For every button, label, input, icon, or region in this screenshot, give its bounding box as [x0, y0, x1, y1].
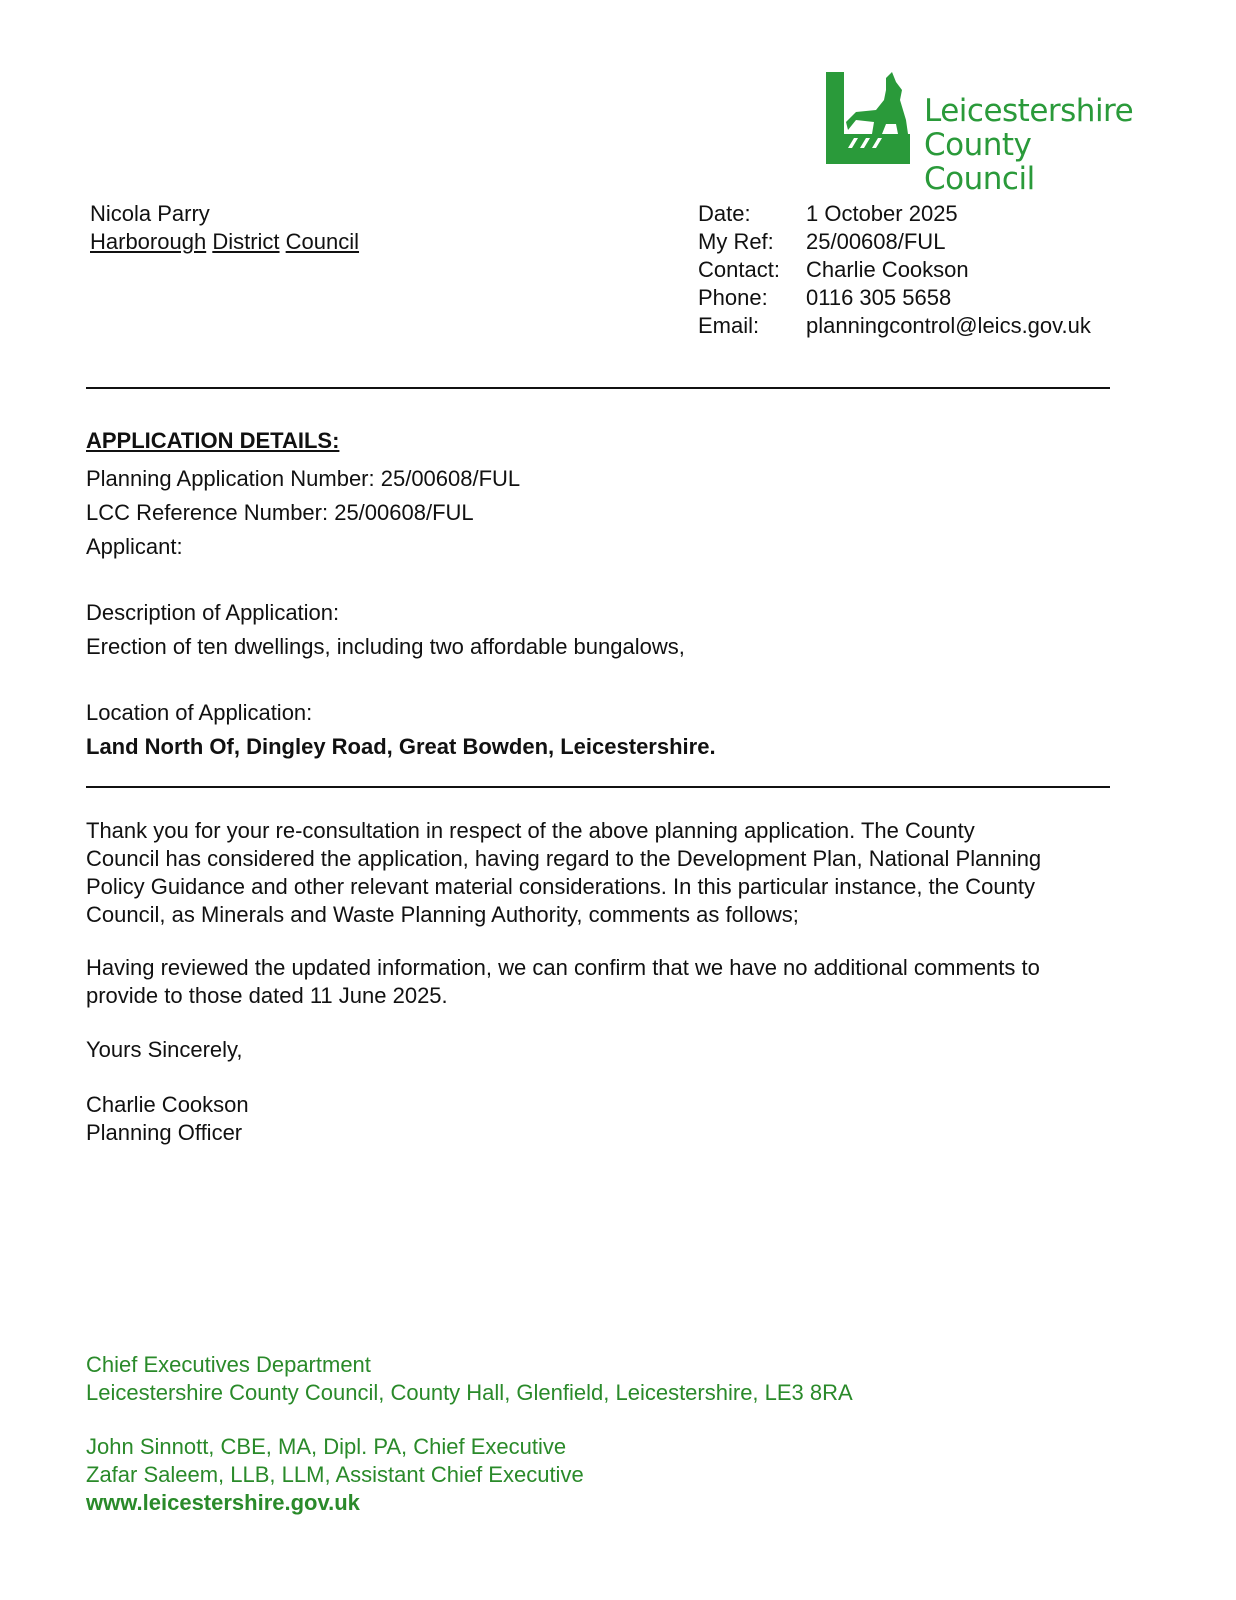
divider-top: [86, 387, 1110, 389]
body-paragraph-2: [86, 954, 1146, 1010]
meta-value: Charlie Cookson: [806, 257, 969, 282]
description-text: Erection of ten dwellings, including two affordable bungalows,: [86, 634, 685, 659]
paragraph-line: Thank you for your re-consultation in respect of the above planning application. The County: [86, 818, 975, 843]
footer-website-link[interactable]: www.leicestershire.gov.uk: [86, 1490, 360, 1515]
logo-line-1: Leicestershire: [924, 93, 1134, 129]
meta-row-phone: [698, 284, 1091, 312]
description-label: Description of Application:: [86, 600, 340, 625]
signatory-name: Charlie Cookson: [86, 1092, 249, 1117]
recipient-name: Nicola Parry: [90, 201, 210, 226]
location-text: Land North Of, Dingley Road, Great Bowden, Leicestershire.: [86, 734, 716, 759]
meta-label: Contact:: [698, 257, 780, 282]
application-details: [86, 424, 1146, 764]
signatory-title: Planning Officer: [86, 1120, 243, 1145]
meta-label: Date:: [698, 201, 751, 226]
footer-officers-block: [86, 1433, 584, 1517]
signature-block: [86, 1091, 1146, 1147]
logo-line-2: County Council: [924, 127, 1035, 197]
footer-department: Chief Executives Department: [86, 1352, 371, 1377]
footer-assistant-chief: Zafar Saleem, LLB, LLM, Assistant Chief Executive: [86, 1462, 584, 1487]
meta-label: Phone:: [698, 285, 768, 310]
meta-value: 25/00608/FUL: [806, 229, 946, 254]
meta-row-ref: [698, 228, 1091, 256]
paragraph-line: Policy Guidance and other relevant material considerations. In this particular instance, the County: [86, 874, 1035, 899]
footer-chief-executive: John Sinnott, CBE, MA, Dipl. PA, Chief Executive: [86, 1434, 567, 1459]
closing: Yours Sincerely,: [86, 1037, 243, 1062]
recipient-block: [90, 200, 359, 256]
section-heading: APPLICATION DETAILS:: [86, 428, 340, 453]
footer-department-block: [86, 1351, 853, 1407]
meta-label: My Ref:: [698, 229, 774, 254]
meta-row-contact: [698, 256, 1091, 284]
fox-logo-icon: [826, 72, 920, 168]
footer-address: Leicestershire County Council, County Hall, Glenfield, Leicestershire, LE3 8RA: [86, 1380, 853, 1405]
body-paragraph-1: [86, 817, 1146, 929]
location-label: Location of Application:: [86, 700, 313, 725]
paragraph-line: Council has considered the application, having regard to the Development Plan, National Planning: [86, 846, 1042, 871]
paragraph-line: Having reviewed the updated information, we can confirm that we have no additional comments to: [86, 955, 1040, 980]
planning-application-number: Planning Application Number: 25/00608/FUL: [86, 466, 521, 491]
meta-row-date: [698, 200, 1091, 228]
organisation-word: Council: [285, 229, 360, 254]
council-logo: [826, 72, 1146, 197]
paragraph-line: provide to those dated 11 June 2025.: [86, 983, 448, 1008]
applicant-label: Applicant:: [86, 534, 183, 559]
organisation-word: Harborough: [90, 229, 207, 254]
meta-value: 1 October 2025: [806, 201, 958, 226]
meta-label: Email:: [698, 313, 760, 338]
letter-meta: [698, 200, 1091, 340]
divider-bottom: [86, 786, 1110, 788]
paragraph-line: Council, as Minerals and Waste Planning Authority, comments as follows;: [86, 902, 799, 927]
meta-value: 0116 305 5658: [806, 285, 952, 310]
meta-value: planningcontrol@leics.gov.uk: [806, 313, 1091, 338]
lcc-reference-number: LCC Reference Number: 25/00608/FUL: [86, 500, 474, 525]
meta-row-email: [698, 312, 1091, 340]
recipient-organisation: [90, 228, 359, 256]
organisation-word: District: [212, 229, 280, 254]
